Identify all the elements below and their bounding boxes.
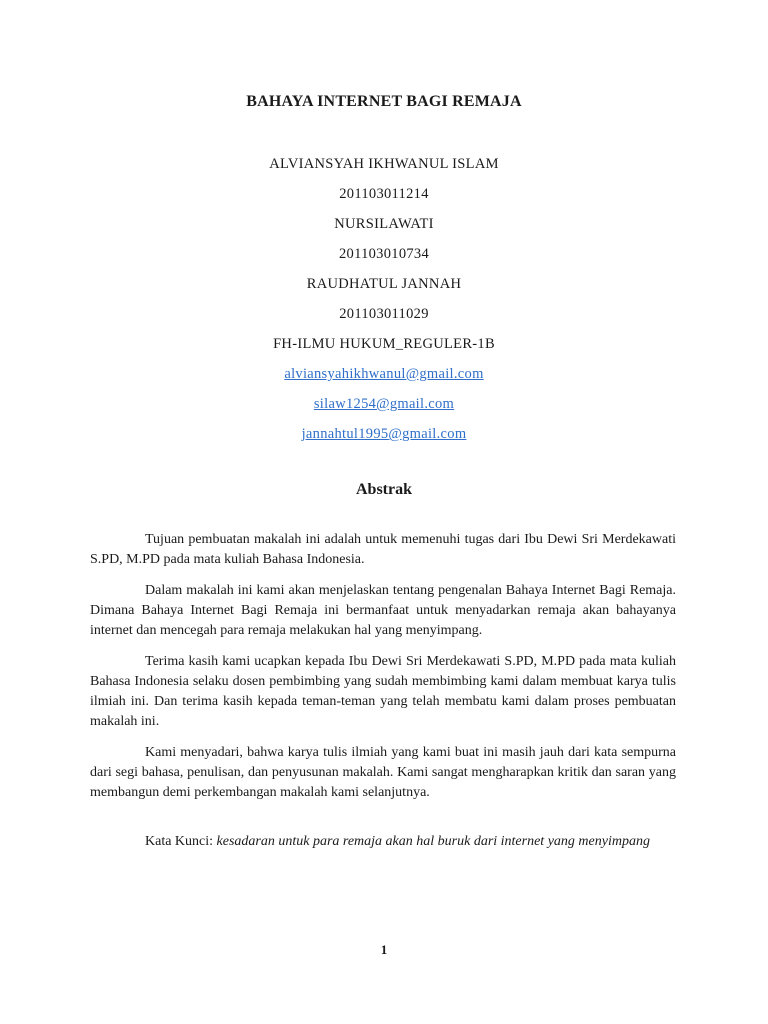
author-id-3: 201103011029: [339, 306, 429, 322]
keywords-text: kesadaran untuk para remaja akan hal buruk dari internet yang menyimpang: [216, 834, 650, 849]
page-number: 1: [380, 942, 388, 957]
author-name-3: RAUDHATUL JANNAH: [306, 276, 462, 292]
author-name-1: ALVIANSYAH IKHWANUL ISLAM: [269, 156, 499, 172]
abstract-paragraph-2: Dalam makalah ini kami akan menjelaskan tentang pengenalan Bahaya Internet Bagi Remaja. Dimana Bahaya Internet Bagi Remaja ini bermanfaat untuk menyadarkan remaja akan bahayanya internet dan mencegah para remaja melakukan hal yang menyimpang.: [90, 583, 676, 638]
abstract-heading: Abstrak: [355, 481, 412, 498]
email-link-3[interactable]: jannahtul1995@gmail.com: [301, 426, 467, 442]
abstract-paragraph-1: Tujuan pembuatan makalah ini adalah untuk memenuhi tugas dari Ibu Dewi Sri Merdekawati S.PD, M.PD pada mata kuliah Bahasa Indonesia.: [90, 532, 676, 567]
keywords-label: Kata Kunci:: [145, 834, 217, 849]
keywords-line: [90, 832, 676, 852]
document-title: BAHAYA INTERNET BAGI REMAJA: [246, 93, 522, 110]
email-link-1[interactable]: alviansyahikhwanul@gmail.com: [284, 366, 484, 382]
abstract-paragraph-3: Terima kasih kami ucapkan kepada Ibu Dewi Sri Merdekawati S.PD, M.PD pada mata kuliah Bahasa Indonesia selaku dosen pembimbing yang sudah membimbing kami dalam membuat karya tulis ilmiah ini. Dan terima kasih kepada teman-teman yang telah membatu kami dalam proses pembuatan makalah ini.: [90, 654, 676, 729]
author-block: [0, 152, 768, 452]
email-line-3: [0, 422, 768, 452]
email-line-2: [0, 392, 768, 422]
author-name-2: NURSILAWATI: [334, 216, 434, 232]
email-link-2[interactable]: silaw1254@gmail.com: [313, 396, 455, 412]
faculty-class: FH-ILMU HUKUM_REGULER-1B: [273, 336, 495, 352]
abstract-paragraph-4: Kami menyadari, bahwa karya tulis ilmiah yang kami buat ini masih jauh dari kata sempurna dari segi bahasa, penulisan, dan penyusunan makalah. Kami sangat mengharapkan kritik dan saran yang membangun demi perkembangan makalah kami selanjutnya.: [90, 745, 676, 800]
abstract-body: [90, 530, 676, 814]
email-line-1: [0, 362, 768, 392]
author-id-1: 201103011214: [339, 186, 429, 202]
author-id-2: 201103010734: [338, 246, 430, 262]
